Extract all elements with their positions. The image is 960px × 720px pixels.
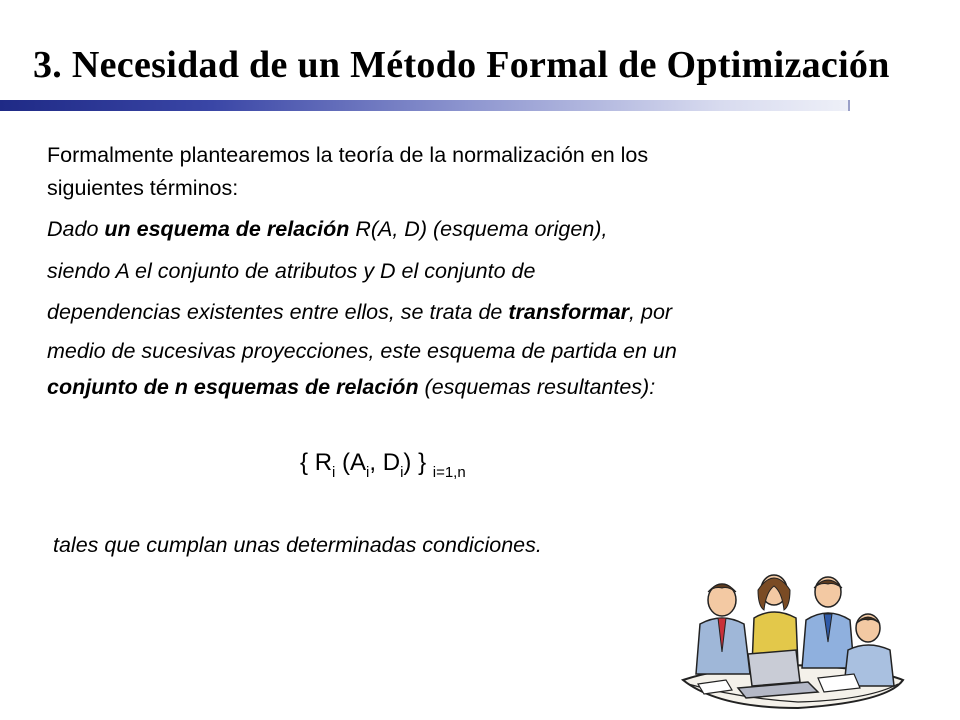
definition-line-4: medio de sucesivas proyecciones, este esquema de partida en un: [47, 339, 677, 363]
intro-line-2: siguientes términos:: [47, 176, 239, 200]
intro-line-1: Formalmente plantearemos la teoría de la normalización en los: [47, 143, 649, 167]
subscript-i: i: [332, 464, 336, 481]
formula-r: R: [314, 449, 333, 476]
text: R(A, D) (esquema origen),: [349, 217, 608, 241]
title-underline: [0, 100, 850, 111]
text: dependencias existentes entre ellos, se trata de: [47, 300, 509, 324]
conditions-line: tales que cumplan unas determinadas condiciones.: [53, 533, 542, 557]
slide-title: 3. Necesidad de un Método Formal de Optimización: [33, 44, 890, 86]
term-conjunto-esquemas: conjunto de n esquemas de relaci: [47, 375, 393, 399]
text: , por: [629, 300, 673, 324]
accent-char: ó: [323, 217, 337, 241]
definition-line-5: [47, 373, 655, 401]
definition-line-1: [47, 215, 607, 243]
definition-line-3: [47, 298, 672, 326]
brace-close: ) }: [403, 449, 433, 476]
definition-line-2: siendo A el conjunto de atributos y D el conjunto de: [47, 259, 536, 283]
brace-open: {: [300, 449, 315, 476]
text: (esquemas resultantes):: [418, 375, 656, 399]
business-people-clipart-icon: [678, 562, 908, 712]
term-end: n: [336, 217, 350, 241]
text: Dado: [47, 217, 105, 241]
term-end: n: [405, 375, 419, 399]
accent-char: ó: [392, 375, 406, 399]
decomposition-formula: [300, 443, 466, 486]
formula-d: , D: [369, 449, 401, 476]
term-esquema-relacion: un esquema de relaci: [104, 217, 324, 241]
subscript-i: i: [366, 464, 370, 481]
term-transformar: transformar: [508, 300, 630, 324]
subscript-i: i: [400, 464, 404, 481]
formula-a: (A: [335, 449, 367, 476]
subscript-range: i=1,n: [432, 464, 466, 481]
